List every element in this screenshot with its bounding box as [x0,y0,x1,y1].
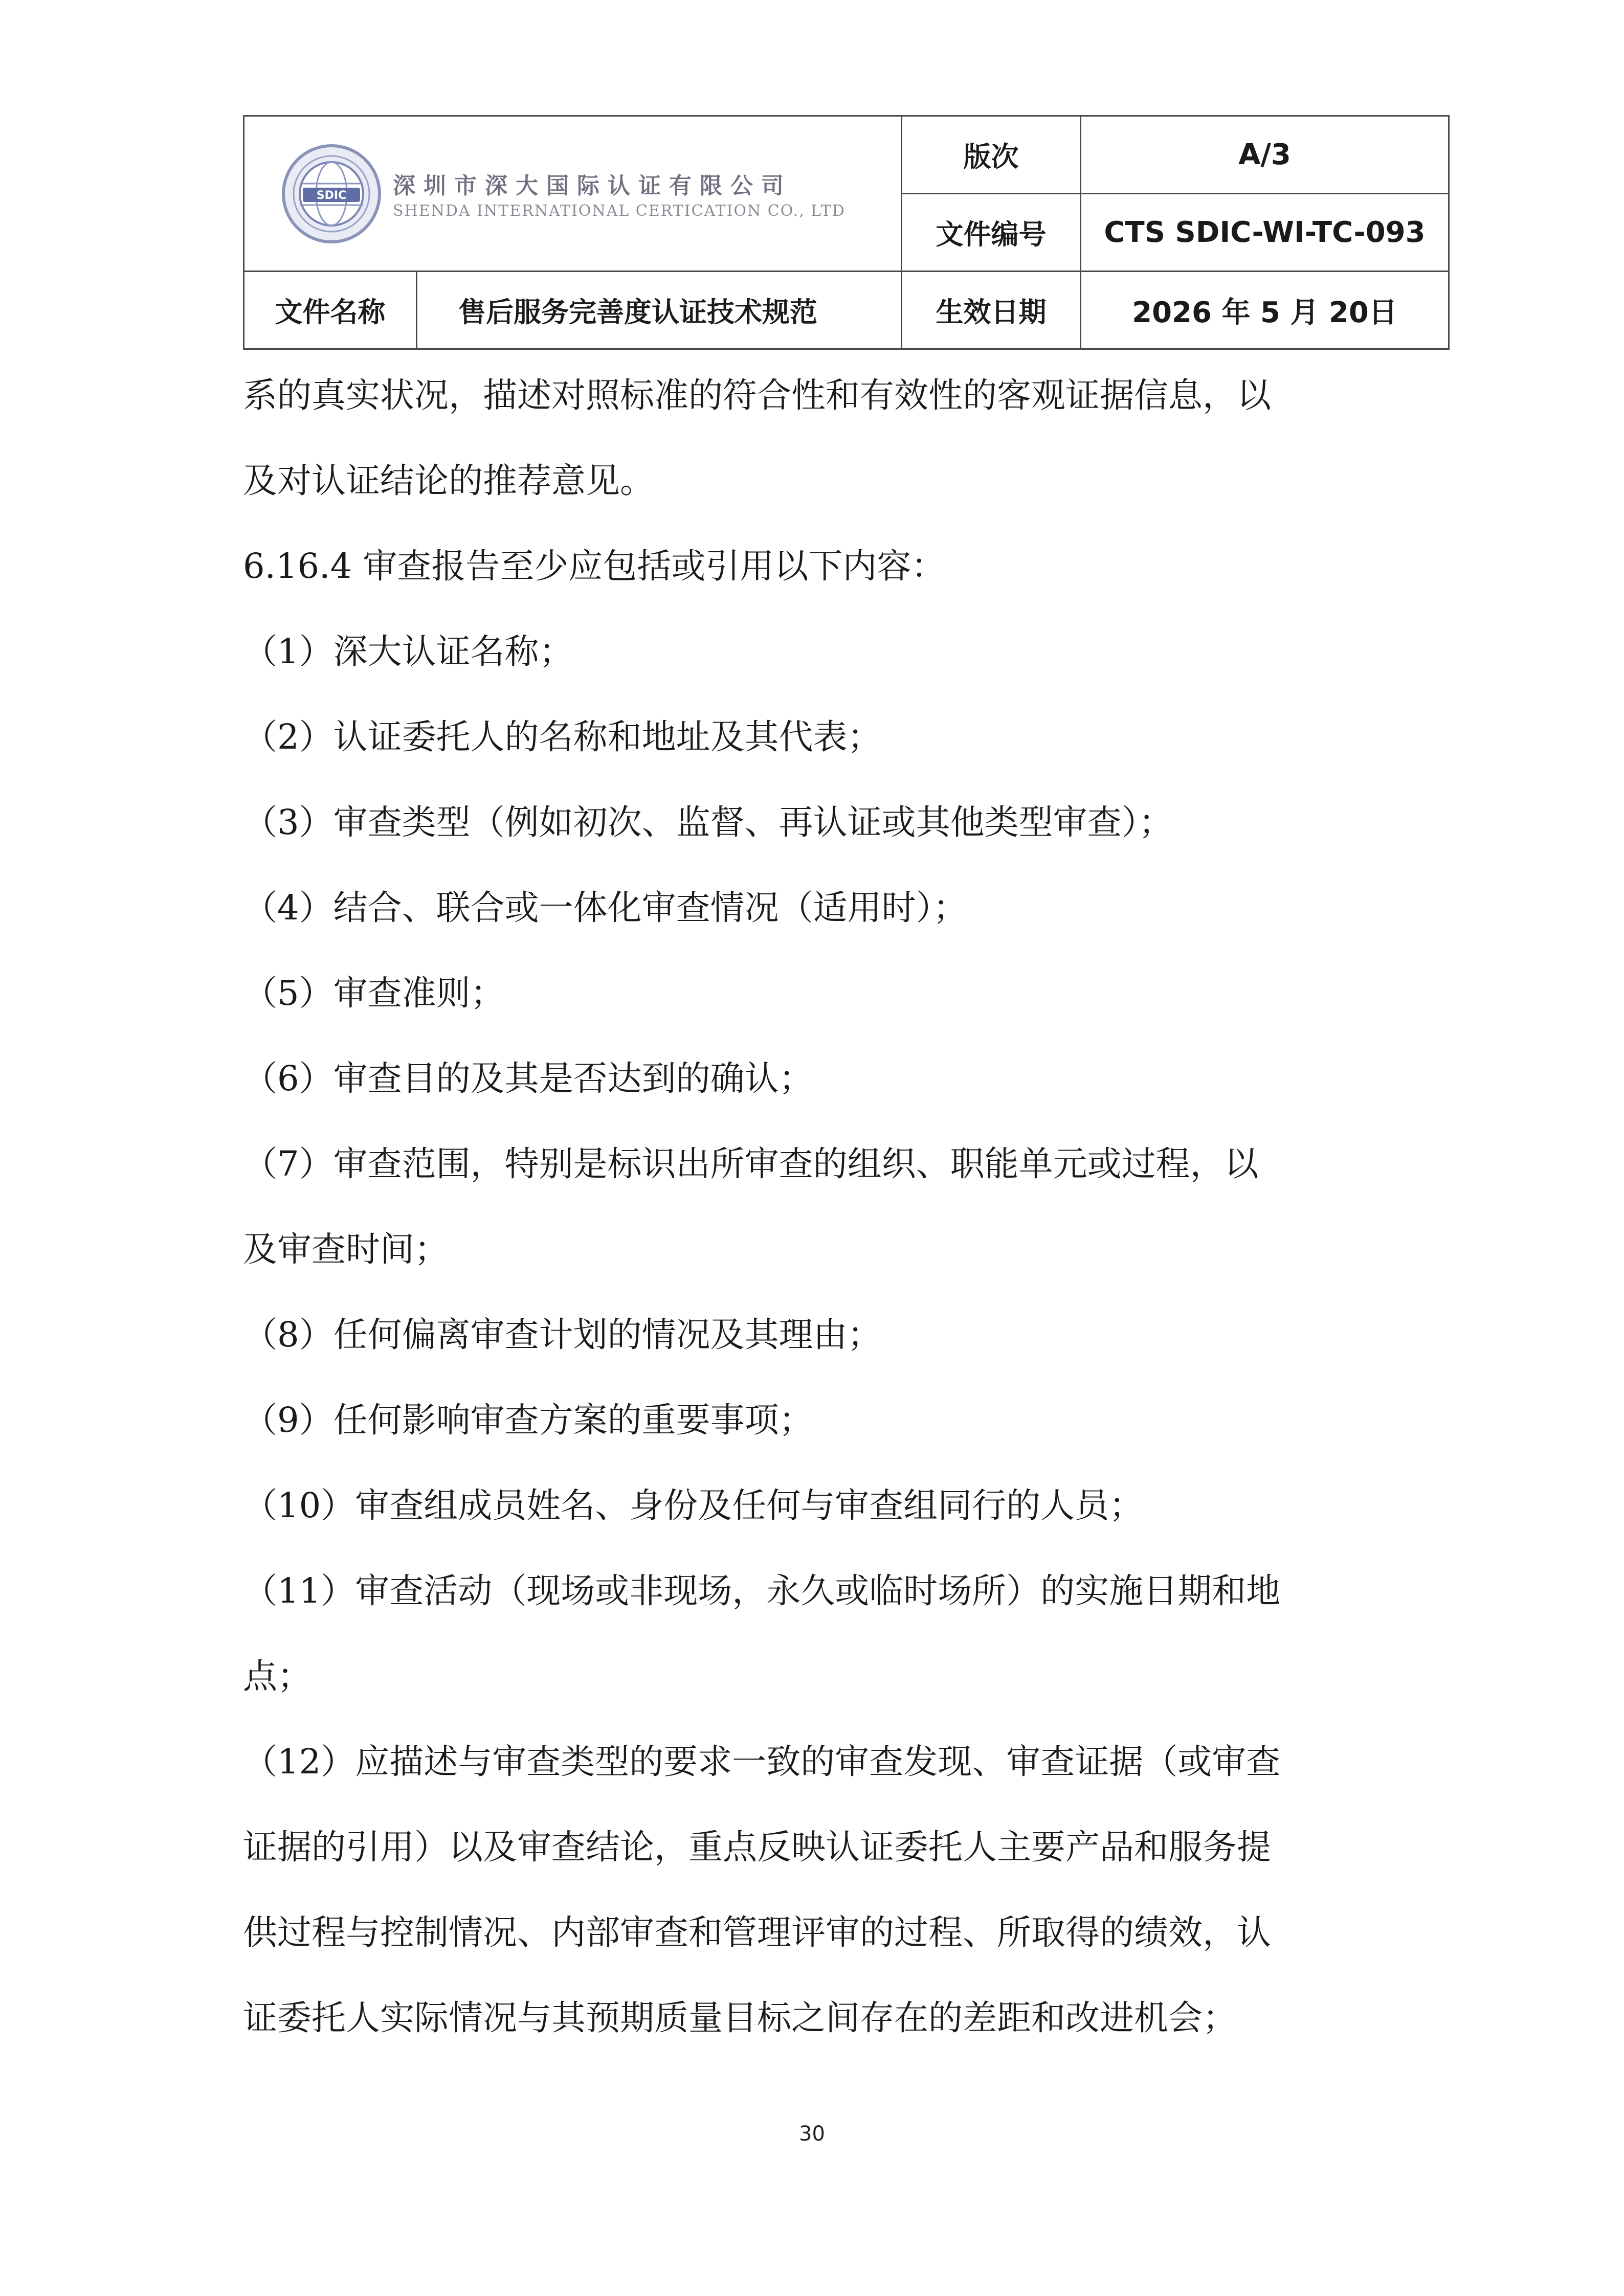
document-header-table [243,115,1450,350]
body-line: 系的真实状况，描述对照标准的符合性和有效性的客观证据信息，以 [243,375,1271,415]
list-item: （5）审查准则； [243,973,505,1013]
section-heading: 6.16.4 审查报告至少应包括或引用以下内容： [243,546,946,586]
company-name-cn: 深圳市深大国际认证有限公司 [393,173,792,199]
list-item: （6）审查目的及其是否达到的确认； [243,1059,813,1098]
list-item: （12）应描述与审查类型的要求一致的审查发现、审查证据（或审查 [243,1742,1281,1782]
list-item-continuation: 供过程与控制情况、内部审查和管理评审的过程、所取得的绩效，认 [243,1912,1271,1952]
list-item-continuation: 点； [243,1656,312,1696]
body-text [243,353,1389,2061]
list-item: （1）深大认证名称； [243,632,573,671]
doc-number-label: 文件编号 [902,194,1081,272]
company-logo [280,143,383,245]
page-number: 30 [799,2122,825,2146]
list-item-continuation: 证委托人实际情况与其预期质量目标之间存在的差距和改进机会； [243,1998,1237,2038]
list-item: （3）审查类型（例如初次、监督、再认证或其他类型审查）； [243,802,1173,842]
company-name-en: SHENDA INTERNATIONAL CERTICATION CO., LTD [393,202,846,220]
effective-date-value: 2026 年 5 月 20日 [1081,272,1449,349]
list-item: （9）任何影响审查方案的重要事项； [243,1400,813,1440]
svg-text:SDIC: SDIC [316,189,347,202]
list-item: （8）任何偏离审查计划的情况及其理由； [243,1315,882,1355]
list-item-continuation: 证据的引用）以及审查结论，重点反映认证委托人主要产品和服务提 [243,1827,1271,1867]
list-item: （10）审查组成员姓名、身份及任何与审查组同行的人员； [243,1485,1144,1525]
list-item: （11）审查活动（现场或非现场，永久或临时场所）的实施日期和地 [243,1571,1281,1611]
doc-name-label: 文件名称 [244,272,417,349]
list-item-continuation: 及审查时间； [243,1229,449,1269]
list-item: （7）审查范围，特别是标识出所审查的组织、职能单元或过程，以 [243,1144,1259,1184]
doc-name-value: 售后服务完善度认证技术规范 [417,272,902,349]
effective-date-label: 生效日期 [902,272,1081,349]
doc-number-value: CTS SDIC-WI-TC-093 [1081,194,1449,272]
version-value: A/3 [1081,116,1449,194]
version-label: 版次 [902,116,1081,194]
list-item: （2）认证委托人的名称和地址及其代表； [243,717,882,757]
company-logo-cell [244,116,902,272]
list-item: （4）结合、联合或一体化审查情况（适用时）； [243,888,968,928]
body-line: 及对认证结论的推荐意见。 [243,461,654,501]
